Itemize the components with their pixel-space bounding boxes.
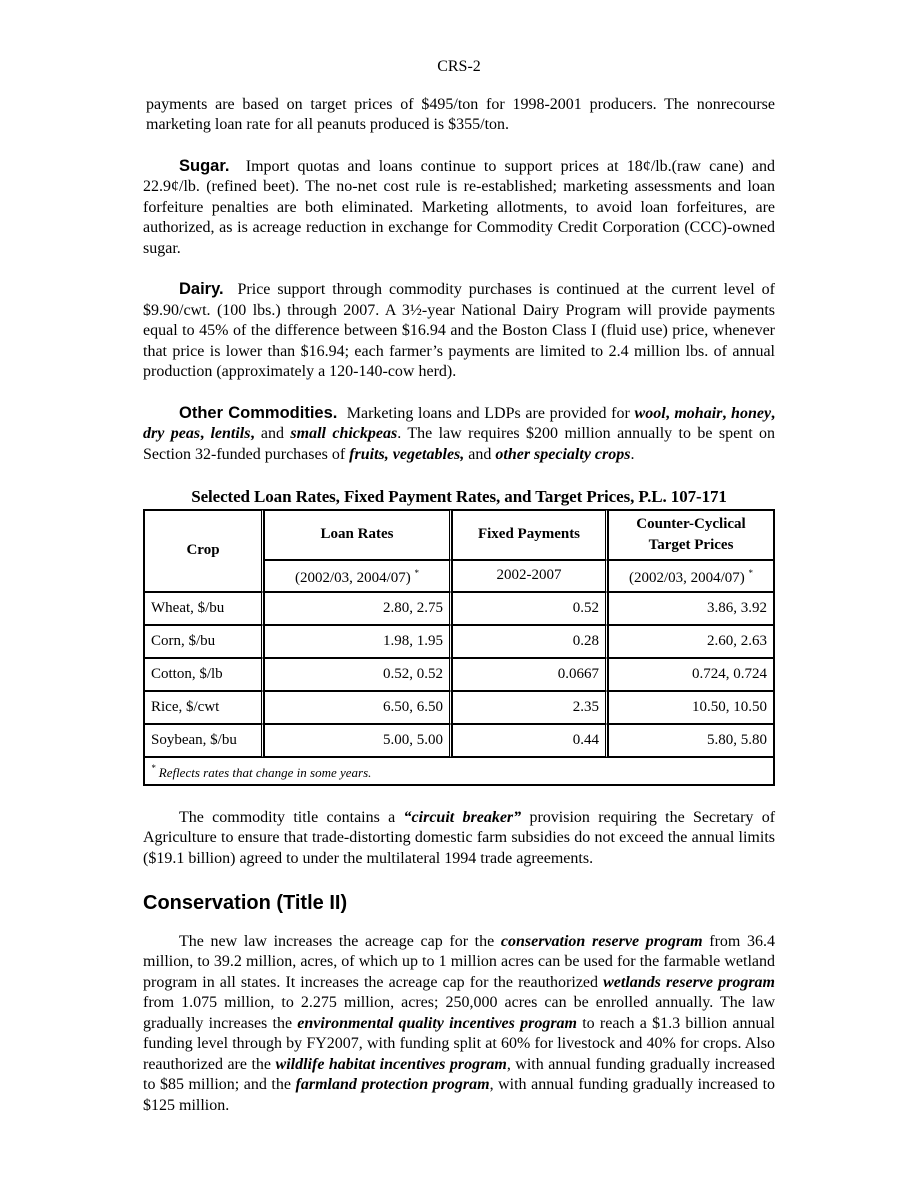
cell-target: 2.60, 2.63 bbox=[608, 625, 774, 658]
cell-loan: 2.80, 2.75 bbox=[264, 592, 452, 625]
term-wool: wool bbox=[634, 404, 666, 422]
subheader-fixed: 2002-2007 bbox=[452, 560, 608, 592]
subheader-loan bbox=[264, 560, 452, 592]
dairy-text: Price support through commodity purchases is continued at the current level of $9.90/cwt. (100 lbs.) through 2007. A 3½-year National Dairy Program will provide payments equal to 45% of the difference between $16.94 and the Boston Class I (fluid use) price, whenever that price is lower than $16.94; each farmer’s payments are limited to 2.4 million lbs. of annual production (approximately a 120-140-cow herd). bbox=[143, 281, 776, 380]
cell-loan: 6.50, 6.50 bbox=[264, 691, 452, 724]
conservation-text-6: , with annual funding gradually increased to $125 million. bbox=[143, 1076, 776, 1114]
term-fruits-vegetables: fruits, vegetables, bbox=[349, 445, 465, 463]
sugar-text: Import quotas and loans continue to support prices at 18¢/lb.(raw cane) and 22.9¢/lb. (refined beet). The no-net cost rule is re-established; marketing assessments and loan forfeiture penalties are both eliminated. Marketing allotments, to avoid loan forfeitures, are authorized, as is acreage reduction in exchange for Commodity Credit Corporation (CCC)-owned sugar. bbox=[143, 157, 776, 257]
cell-loan: 1.98, 1.95 bbox=[264, 625, 452, 658]
cell-crop: Rice, $/cwt bbox=[144, 691, 264, 724]
cell-crop: Wheat, $/bu bbox=[144, 592, 264, 625]
term-whip: wildlife habitat incentives program bbox=[275, 1055, 507, 1073]
subheader-loan-text: (2002/03, 2004/07) bbox=[294, 569, 411, 586]
page-header: CRS-2 bbox=[437, 58, 481, 75]
cell-fixed: 0.28 bbox=[452, 625, 608, 658]
dairy-paragraph bbox=[143, 279, 775, 383]
subheader-target-text: (2002/03, 2004/07) bbox=[628, 569, 745, 586]
term-fpp: farmland protection program bbox=[295, 1076, 490, 1093]
other-end: . bbox=[630, 445, 635, 463]
section-heading: Conservation (Title II) bbox=[143, 892, 348, 914]
term-eqip: environmental quality incentives program bbox=[297, 1014, 577, 1032]
cell-fixed: 0.0667 bbox=[452, 658, 608, 691]
conservation-text-5: , with annual funding gradually increased to $85 million; and the bbox=[143, 1055, 776, 1093]
other-text-1: Marketing loans and LDPs are provided for bbox=[346, 404, 630, 422]
cell-target: 10.50, 10.50 bbox=[608, 691, 774, 724]
conservation-paragraph bbox=[143, 932, 775, 1117]
table-title: Selected Loan Rates, Fixed Payment Rates, and Target Prices, P.L. 107-171 bbox=[191, 487, 727, 506]
conservation-text-2: from 36.4 million, to 39.2 million, acres, of which up to 1 million acres can be used for the farmable wetland program in all states. It increases the acreage cap for the reauthorized bbox=[143, 932, 776, 991]
cell-fixed: 0.44 bbox=[452, 724, 608, 757]
table-row bbox=[144, 658, 774, 691]
term-dry-peas: dry peas bbox=[143, 425, 201, 442]
cell-loan: 5.00, 5.00 bbox=[264, 724, 452, 757]
document-page bbox=[143, 0, 775, 1116]
term-wrp: wetlands reserve program bbox=[603, 973, 775, 991]
peanuts-paragraph: payments are based on target prices of $495/ton for 1998-2001 producers. The nonrecourse marketing loan rate for all peanuts produced is $355/ton. bbox=[146, 95, 775, 133]
col-header-loan-rates: Loan Rates bbox=[264, 510, 452, 560]
other-text-2: . The law requires $200 million annually to be spent on Section 32-funded purchases of bbox=[143, 425, 776, 463]
circuit-text-2: provision requiring the Secretary of Agriculture to ensure that trade-distorting domestic farm subsidies do not exceed the annual limits ($19.1 billion) agreed to under the multilateral 1994 trade agreements. bbox=[143, 808, 776, 867]
col-header-target-prices: Counter-Cyclical Target Prices bbox=[608, 510, 774, 560]
term-lentils: lentils bbox=[210, 425, 251, 442]
term-crp: conservation reserve program bbox=[500, 932, 703, 950]
cell-crop: Soybean, $/bu bbox=[144, 724, 264, 757]
term-specialty-crops: other specialty crops bbox=[495, 445, 631, 463]
table-footnote bbox=[144, 757, 774, 785]
cell-crop: Cotton, $/lb bbox=[144, 658, 264, 691]
table-row bbox=[144, 592, 774, 625]
other-and-2: and bbox=[468, 445, 492, 463]
footnote-marker: * bbox=[414, 567, 420, 578]
footnote-marker: * bbox=[748, 567, 754, 578]
rates-table bbox=[143, 509, 775, 786]
cell-target: 0.724, 0.724 bbox=[608, 658, 774, 691]
other-and: and bbox=[260, 425, 284, 442]
term-mohair: mohair bbox=[674, 404, 723, 422]
col-header-fixed-payments: Fixed Payments bbox=[452, 510, 608, 560]
cell-fixed: 0.52 bbox=[452, 592, 608, 625]
table-row bbox=[144, 691, 774, 724]
term-small-chickpeas: small chickpeas bbox=[290, 425, 398, 442]
term-circuit-breaker: “circuit breaker” bbox=[403, 808, 522, 826]
table-row bbox=[144, 625, 774, 658]
other-commodities-paragraph: Other Commodities. Marketing loans and LDPs are provided for wool, mohair, honey, dry peas, lentils, and small chickpeas. The law requires $200 million annually to be spent on Section 32-funded purchases of fruits, vegetables, and other specialty crops. bbox=[143, 403, 776, 463]
sugar-lead: Sugar. bbox=[179, 156, 230, 175]
conservation-text-1: The new law increases the acreage cap for the bbox=[179, 932, 495, 950]
cell-target: 3.86, 3.92 bbox=[608, 592, 774, 625]
conservation-text-4: to reach a $1.3 billion annual funding level through by FY2007, with funding split at 60% for livestock and 40% for crops. Also reauthorized are the bbox=[143, 1014, 775, 1073]
cell-crop: Corn, $/bu bbox=[144, 625, 264, 658]
cell-target: 5.80, 5.80 bbox=[608, 724, 774, 757]
footnote-text: Reflects rates that change in some years. bbox=[158, 764, 372, 780]
footnote-marker: * bbox=[151, 762, 156, 773]
table-row bbox=[144, 724, 774, 757]
sugar-paragraph bbox=[143, 156, 775, 260]
conservation-text-3: from 1.075 million, to 2.275 million, acres; 250,000 acres can be enrolled annually. The law gradually increases the bbox=[143, 994, 775, 1032]
circuit-breaker-paragraph bbox=[143, 808, 775, 870]
other-lead: Other Commodities. bbox=[179, 403, 338, 422]
term-honey: honey bbox=[731, 404, 772, 422]
subheader-target bbox=[608, 560, 774, 592]
circuit-text-1: The commodity title contains a bbox=[179, 808, 396, 826]
cell-fixed: 2.35 bbox=[452, 691, 608, 724]
cell-loan: 0.52, 0.52 bbox=[264, 658, 452, 691]
col-header-crop: Crop bbox=[144, 510, 264, 592]
dairy-lead: Dairy. bbox=[179, 280, 224, 298]
